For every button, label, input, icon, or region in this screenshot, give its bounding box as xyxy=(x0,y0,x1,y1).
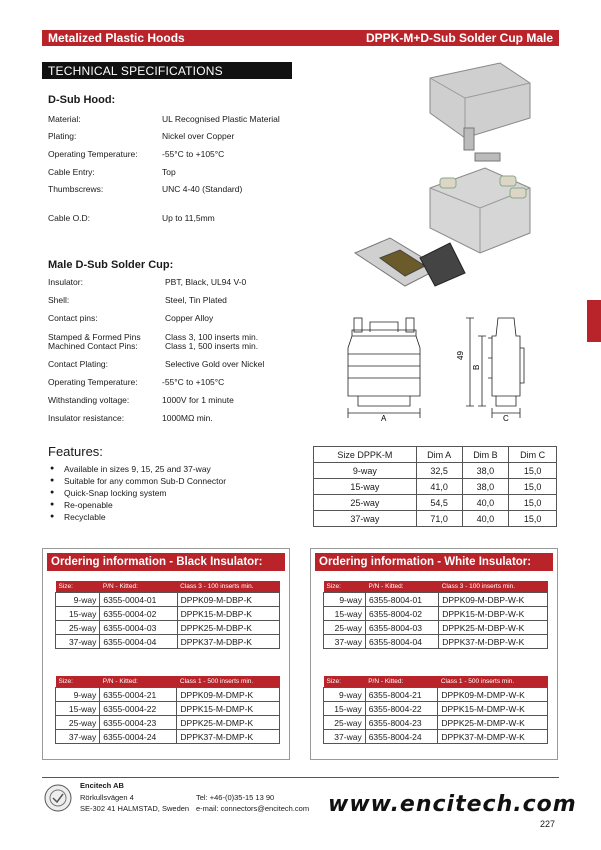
spec-value: Class 1, 500 inserts min. xyxy=(165,341,259,351)
spec-label: Cable Entry: xyxy=(48,167,95,177)
spec-value: Copper Alloy xyxy=(165,313,214,323)
dims-cell: 41,0 xyxy=(416,479,462,495)
order-white-box xyxy=(310,548,558,760)
order-cell: DPPK25-M-DBP-W-K xyxy=(439,621,548,635)
footer-company: Encitech AB xyxy=(80,781,124,790)
dims-header-cell: Dim B xyxy=(462,447,509,463)
order-cell: DPPK37-M-DMP-K xyxy=(177,730,280,744)
page-number: 227 xyxy=(540,819,556,829)
order-cell: 25-way xyxy=(56,621,100,635)
dims-row xyxy=(314,463,557,479)
order-row xyxy=(324,621,548,635)
order-cell: 6355-0004-01 xyxy=(100,593,177,607)
order-cell: 6355-8004-24 xyxy=(365,730,438,744)
order-cell: DPPK37-M-DBP-K xyxy=(177,635,279,649)
footer-street: Rörkullsvägen 4 xyxy=(80,793,134,802)
footer-website[interactable]: www.encitech.com xyxy=(328,792,577,817)
spec-label: Stamped & Formed Pins xyxy=(48,332,141,342)
order-black-box xyxy=(42,548,290,760)
footer-city: SE-302 41 HALMSTAD, Sweden xyxy=(80,804,190,813)
spec-label: Thumbscrews: xyxy=(48,184,104,194)
spec-label: Machined Contact Pins: xyxy=(48,341,138,351)
order-cell: 6355-8004-22 xyxy=(365,702,438,716)
order-cell: 6355-8004-21 xyxy=(365,688,438,702)
order-cell: 15-way xyxy=(324,702,366,716)
order-header-cell: Size: xyxy=(324,676,366,688)
spec-label: Material: xyxy=(48,114,81,124)
feature-item: ● Suitable for any common Sub-D Connector xyxy=(50,475,226,487)
order-black-class1-table xyxy=(55,676,280,744)
spec-label: Plating: xyxy=(48,131,77,141)
order-cell: DPPK09-M-DBP-K xyxy=(177,593,279,607)
dims-cell: 15,0 xyxy=(509,479,557,495)
dim-49-label: 49 xyxy=(456,351,465,360)
dims-row xyxy=(314,479,557,495)
order-cell: 6355-0004-03 xyxy=(100,621,177,635)
spec-label: Shell: xyxy=(48,295,70,305)
feature-item: ● Recyclable xyxy=(50,511,226,523)
front-view-shape xyxy=(348,318,420,418)
spec-value: 1000V for 1 minute xyxy=(162,395,234,405)
order-cell: DPPK37-M-DMP-W-K xyxy=(438,730,548,744)
order-cell: DPPK25-M-DMP-K xyxy=(177,716,280,730)
order-cell: 37-way xyxy=(56,730,100,744)
spec-value: -55°C to +105°C xyxy=(162,149,225,159)
dims-cell: 38,0 xyxy=(462,479,509,495)
dims-cell: 15,0 xyxy=(509,463,557,479)
feature-item: ● Re-openable xyxy=(50,499,226,511)
footer-tel: Tel: +46-(0)35-15 13 90 xyxy=(196,793,275,802)
dims-cell: 9-way xyxy=(314,463,417,479)
order-row xyxy=(324,730,548,744)
order-header-cell: Class 3 - 100 inserts min. xyxy=(439,581,548,593)
dim-b-label: B xyxy=(472,364,481,370)
order-cell: 6355-8004-23 xyxy=(365,716,438,730)
order-cell: 37-way xyxy=(56,635,100,649)
technical-drawing xyxy=(330,308,555,428)
order-black-title: Ordering information - Black Insulator: xyxy=(47,553,285,571)
feature-item: ● Available in sizes 9, 15, 25 and 37-way xyxy=(50,463,226,475)
order-row xyxy=(324,716,548,730)
dims-cell: 37-way xyxy=(314,511,417,527)
footer-email: e-mail: connectors@encitech.com xyxy=(196,804,310,813)
features-list xyxy=(50,463,226,523)
certification-seal-icon xyxy=(44,784,72,812)
order-white-title: Ordering information - White Insulator: xyxy=(315,553,553,571)
spec-value: Selective Gold over Nickel xyxy=(165,359,265,369)
dimensions-table xyxy=(313,446,557,527)
feature-item: ● Quick-Snap locking system xyxy=(50,487,226,499)
order-row xyxy=(324,702,548,716)
order-row xyxy=(324,593,548,607)
order-header-cell: P/N - Kitted: xyxy=(100,676,177,688)
order-cell: 9-way xyxy=(56,593,100,607)
spec-label: Operating Temperature: xyxy=(48,149,138,159)
footer-divider xyxy=(42,777,559,778)
dsub-connector-shape xyxy=(355,238,465,286)
dims-cell: 38,0 xyxy=(462,463,509,479)
order-cell: 9-way xyxy=(324,688,366,702)
order-row xyxy=(56,607,280,621)
order-cell: 25-way xyxy=(324,716,366,730)
tech-spec-title: TECHNICAL SPECIFICATIONS xyxy=(42,62,292,79)
header-right-title: DPPK-M+D-Sub Solder Cup Male xyxy=(365,31,553,45)
order-header-cell: Size: xyxy=(56,676,100,688)
spec-label: Insulator: xyxy=(48,277,83,287)
order-cell: 15-way xyxy=(56,702,100,716)
order-cell: 6355-0004-22 xyxy=(100,702,177,716)
order-cell: DPPK09-M-DMP-W-K xyxy=(438,688,548,702)
dims-row xyxy=(314,495,557,511)
order-cell: 37-way xyxy=(324,730,366,744)
order-row xyxy=(56,716,280,730)
features-title: Features: xyxy=(48,444,103,459)
product-photo xyxy=(330,58,555,298)
hood-section-title: D-Sub Hood: xyxy=(48,94,116,106)
order-white-class3-table xyxy=(323,581,548,649)
order-row xyxy=(56,702,280,716)
dims-cell: 40,0 xyxy=(462,511,509,527)
spec-value: Up to 11,5mm xyxy=(162,213,215,223)
order-cell: 6355-0004-24 xyxy=(100,730,177,744)
order-cell: 9-way xyxy=(324,593,366,607)
order-row xyxy=(56,621,280,635)
header-bar xyxy=(42,30,559,46)
order-cell: 6355-8004-02 xyxy=(366,607,439,621)
order-cell: 6355-0004-23 xyxy=(100,716,177,730)
spec-value: Nickel over Copper xyxy=(162,131,235,141)
order-cell: DPPK25-M-DBP-K xyxy=(177,621,279,635)
order-cell: DPPK15-M-DMP-W-K xyxy=(438,702,548,716)
order-cell: 6355-8004-04 xyxy=(366,635,439,649)
order-cell: 6355-0004-02 xyxy=(100,607,177,621)
order-cell: DPPK37-M-DBP-W-K xyxy=(439,635,548,649)
spec-value: PBT, Black, UL94 V-0 xyxy=(165,277,247,287)
order-row xyxy=(56,635,280,649)
spec-value: 1000MΩ min. xyxy=(162,413,213,423)
dims-header-cell: Dim C xyxy=(509,447,557,463)
dims-cell: 15,0 xyxy=(509,495,557,511)
dims-cell: 54,5 xyxy=(416,495,462,511)
dims-cell: 15,0 xyxy=(509,511,557,527)
dim-c-label: C xyxy=(503,414,509,423)
side-tab-marker xyxy=(587,300,601,342)
dims-row xyxy=(314,511,557,527)
order-cell: 6355-0004-21 xyxy=(100,688,177,702)
dims-cell: 15-way xyxy=(314,479,417,495)
order-cell: DPPK09-M-DBP-W-K xyxy=(439,593,548,607)
order-header-cell: P/N - Kitted: xyxy=(365,676,438,688)
dims-header-cell: Size DPPK-M xyxy=(314,447,417,463)
order-cell: 15-way xyxy=(324,607,366,621)
dims-header-cell: Dim A xyxy=(416,447,462,463)
order-cell: 9-way xyxy=(56,688,100,702)
order-header-cell: Class 1 - 500 inserts min. xyxy=(177,676,280,688)
order-header-cell: Size: xyxy=(324,581,366,593)
order-cell: DPPK25-M-DMP-W-K xyxy=(438,716,548,730)
order-cell: 6355-8004-01 xyxy=(366,593,439,607)
order-cell: 37-way xyxy=(324,635,366,649)
spec-label: Withstanding voltage: xyxy=(48,395,130,405)
dims-cell: 40,0 xyxy=(462,495,509,511)
spec-label: Insulator resistance: xyxy=(48,413,125,423)
order-cell: DPPK09-M-DMP-K xyxy=(177,688,280,702)
order-row xyxy=(56,688,280,702)
header-left-title: Metalized Plastic Hoods xyxy=(48,31,185,45)
order-white-class1-table xyxy=(323,676,548,744)
order-black-class3-table xyxy=(55,581,280,649)
spec-value: Top xyxy=(162,167,176,177)
dims-cell: 32,5 xyxy=(416,463,462,479)
order-row xyxy=(56,593,280,607)
order-row xyxy=(324,688,548,702)
spec-value: UL Recognised Plastic Material xyxy=(162,114,280,124)
order-cell: DPPK15-M-DBP-W-K xyxy=(439,607,548,621)
order-cell: 6355-0004-04 xyxy=(100,635,177,649)
order-cell: 6355-8004-03 xyxy=(366,621,439,635)
dim-a-label: A xyxy=(381,414,387,423)
spec-value: Steel, Tin Plated xyxy=(165,295,227,305)
spec-value: UNC 4-40 (Standard) xyxy=(162,184,243,194)
order-row xyxy=(324,607,548,621)
spec-label: Operating Temperature: xyxy=(48,377,138,387)
order-cell: 25-way xyxy=(56,716,100,730)
cup-section-title: Male D-Sub Solder Cup: xyxy=(48,259,174,271)
order-cell: DPPK15-M-DBP-K xyxy=(177,607,279,621)
order-row xyxy=(56,730,280,744)
order-header-cell: P/N - Kitted: xyxy=(366,581,439,593)
dims-cell: 25-way xyxy=(314,495,417,511)
spec-label: Contact pins: xyxy=(48,313,98,323)
order-cell: 25-way xyxy=(324,621,366,635)
spec-value: Class 3, 100 inserts min. xyxy=(165,332,259,342)
spec-value: -55°C to +105°C xyxy=(162,377,225,387)
order-header-cell: Class 3 - 100 inserts min. xyxy=(177,581,279,593)
order-cell: 15-way xyxy=(56,607,100,621)
order-header-cell: Size: xyxy=(56,581,100,593)
dims-cell: 71,0 xyxy=(416,511,462,527)
order-header-cell: P/N - Kitted: xyxy=(100,581,177,593)
spec-label: Cable O.D: xyxy=(48,213,91,223)
order-cell: DPPK15-M-DMP-K xyxy=(177,702,280,716)
hood-cover-shape xyxy=(430,63,530,138)
order-row xyxy=(324,635,548,649)
order-header-cell: Class 1 - 500 inserts min. xyxy=(438,676,548,688)
spec-label: Contact Plating: xyxy=(48,359,109,369)
